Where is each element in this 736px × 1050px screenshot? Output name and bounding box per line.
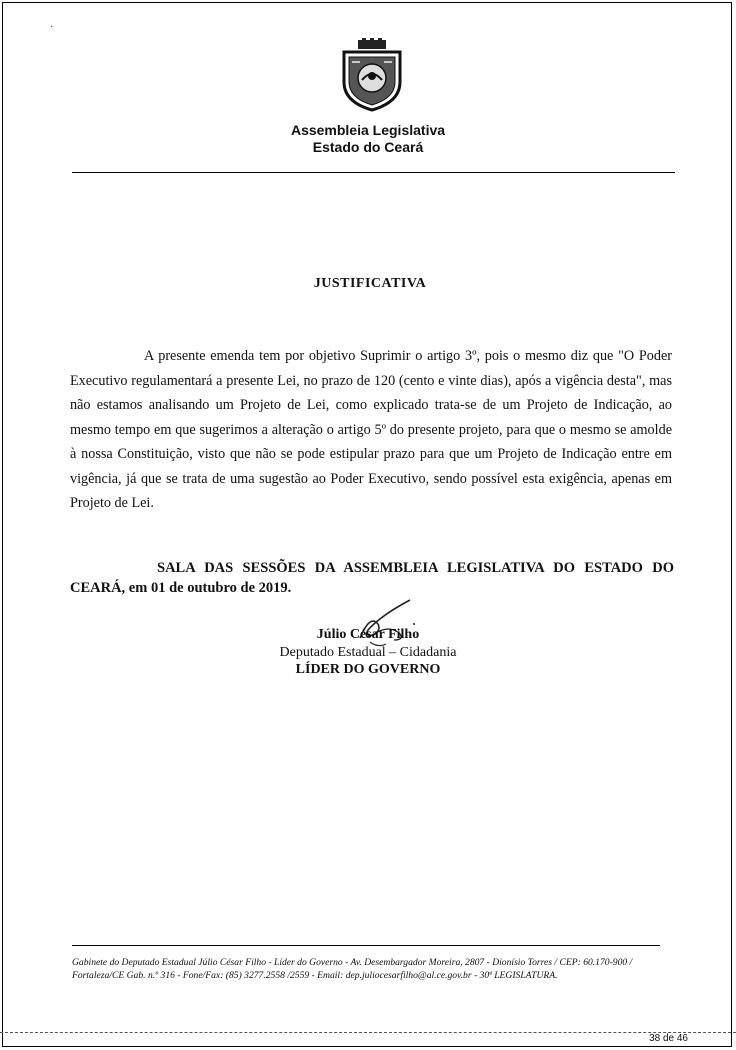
state-seal-icon (338, 38, 406, 112)
signatory-position: LÍDER DO GOVERNO (295, 662, 441, 677)
signatory-role: Deputado Estadual – Cidadania (279, 645, 457, 660)
page-bottom-divider (0, 1032, 736, 1033)
closing-statement: SALA DAS SESSÕES DA ASSEMBLEIA LEGISLATIVA DO ESTADO DO CEARÁ, em 01 de outubro de 2019. (70, 560, 674, 596)
justification-paragraph: A presente emenda tem por objetivo Suprimir o artigo 3º, pois o mesmo diz que "O Poder Executivo regulamentará a presente Lei, no prazo de 120 (cento e vinte dias), após a vigência desta", mas não estamos analisando um Projeto de Lei, como explicado trata-se de um Projeto de Indicação, ao mesmo tempo em que sugerimos a alteração o artigo 5º do presente projeto, para que o mesmo se amolde à nossa Constituição, visto que não se pode estipular prazo para que um Projeto de Indicação entre em vigência, já que se trata de uma sugestão ao Poder Executivo, sendo possível esta exigência, apenas em Projeto de Lei. (70, 348, 672, 511)
signatory-name: Júlio César Filho (316, 627, 420, 642)
scan-mark: · (50, 22, 54, 33)
org-name: Assembleia Legislativa (290, 122, 446, 138)
document-title: JUSTIFICATIVA (313, 276, 427, 291)
org-state: Estado do Ceará (312, 139, 424, 155)
page-border (2, 2, 732, 1047)
footer-divider (72, 945, 660, 946)
header-divider (72, 172, 675, 173)
footer-address-line2: Fortaleza/CE Gab. n.º 316 - Fone/Fax: (85) 3277.2558 /2559 - Email: dep.juliocesarfilho@al.ce.gov.br - 30ª LEGISLATURA. (72, 970, 558, 981)
page-number: 38 de 46 (649, 1033, 688, 1044)
footer-address-line1: Gabinete do Deputado Estadual Júlio César Filho - Líder do Governo - Av. Desembargador Moreira, 2807 - Dionísio Torres / CEP: 60.170-900 / (72, 957, 633, 968)
